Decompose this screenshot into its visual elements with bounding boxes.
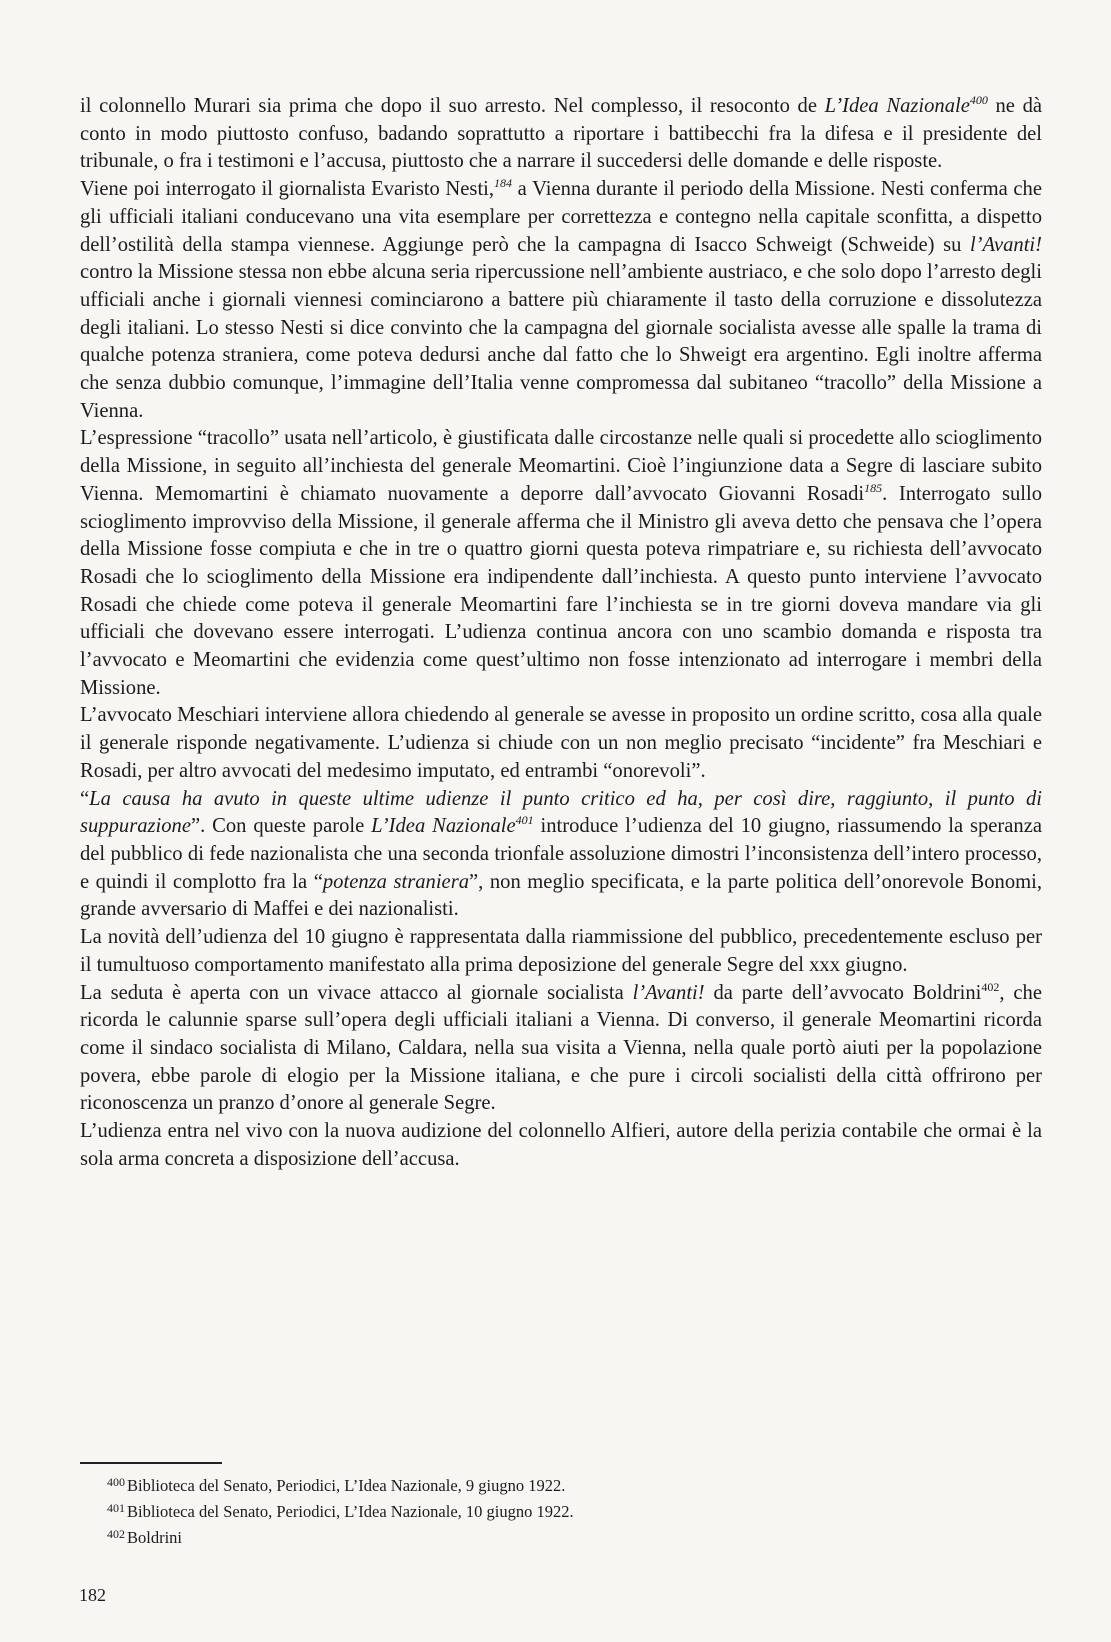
footnote-divider — [80, 1462, 222, 1464]
footnote-text: Biblioteca del Senato, Periodici, L’Idea Nazionale, 10 giugno 1922. — [127, 1502, 574, 1521]
footnote-reference: 184 — [494, 176, 513, 191]
paragraph — [80, 176, 1042, 425]
text-segment: . Interrogato sullo scioglimento improvviso della Missione, il generale afferma che il Ministro gli aveva detto che pensava che l’opera della Missione fosse compiuta e che in tre o quattro giorni questa poteva rimpatriare e, su richiesta dell’avvocato Rosadi che lo scioglimento della Missione era indipendente dall’inchiesta. A questo punto interviene l’avvocato Rosadi che chiede come poteva il generale Meomartini fare l’inchiesta se in tre giorni doveva mandare via gli ufficiali che dovevano essere interrogati. L’udienza continua ancora con uno scambio domanda e risposta tra l’avvocato e Meomartini che evidenzia come quest’ultimo non fosse intenzionato ad interrogare i membri della Missione. — [80, 482, 1043, 699]
footnotes — [107, 1471, 907, 1549]
text-segment: Viene poi interrogato il giornalista Evaristo Nesti, — [80, 178, 495, 201]
italic-text: potenza straniera — [322, 870, 470, 893]
text-segment: , che ricorda le calunnie sparse sull’opera degli ufficiali italiani a Vienna. Di converso, il generale Meomartini ricorda come il sindaco socialista di Milano, Caldara, nella sua visita a Vienna, nella quale portò aiuti per la popolazione povera, ebbe parole di elogio per la Missione italiana, e che pure i circoli socialisti della città offrirono per riconoscenza un pranzo d’onore al generale Segre. — [80, 981, 1042, 1115]
text-segment: La seduta è aperta con un vivace attacco al giornale socialista — [80, 981, 633, 1004]
paragraph — [80, 786, 1042, 925]
text-segment: da parte dell’avvocato Boldrini — [704, 981, 982, 1004]
footnote-number: 402 — [107, 1527, 125, 1541]
paragraph — [80, 1118, 1042, 1173]
text-segment: ”. Con queste parole — [190, 815, 372, 838]
footnote-reference: 185 — [864, 480, 883, 495]
italic-text: l’Avanti! — [969, 233, 1042, 256]
text-segment: a Vienna durante il periodo della Missione. Nesti conferma che gli ufficiali italiani conducevano una vita esemplare per correttezza e contegno nella capitale sconfitta, a dispetto dell’ostilità della stampa viennese. Aggiunge però che la campagna di Isacco Schweigt (Schweide) su — [80, 178, 1042, 256]
text-segment: introduce l’udienza del 10 giugno, riassumendo la speranza del pubblico di fede nazionalista che una seconda trionfale assoluzione dimostri l’inconsistenza dell’intero processo, e quindi il complotto fra la “ — [80, 815, 1042, 893]
body-text — [80, 93, 1042, 1173]
text-segment: ”, non meglio specificata, e la parte politica dell’onorevole Bonomi, grande avversario di Maffei e dei nazionalisti. — [80, 870, 1043, 921]
paragraph — [80, 924, 1042, 979]
footnote-reference: 401 — [515, 813, 534, 828]
italic-text: L’Idea Nazionale — [824, 95, 970, 117]
footnote — [107, 1523, 907, 1549]
italic-text: L’Idea Nazionale — [371, 815, 516, 838]
text-segment: contro la Missione stessa non ebbe alcuna seria ripercussione nell’ambiente austriaco, e che solo dopo l’arresto degli ufficiali anche i giornali viennesi cominciarono a battere più chiaramente il tasto della corruzione e dissolutezza degli italiani. Lo stesso Nesti si dice convinto che la campagna del giornale socialista avesse alle spalle la trama di qualche potenza straniera, come poteva dedursi anche dal fatto che lo Shweigt era argentino. Egli inoltre afferma che senza dubbio comunque, l’immagine dell’Italia venne compromessa dal subitaneo “tracollo” della Missione a Vienna. — [80, 261, 1042, 422]
text-segment: L’espressione “tracollo” usata nell’articolo, è giustificata dalle circostanze nelle quali si procedette allo scioglimento della Missione, in seguito all’inchiesta del generale Meomartini. Cioè l’ingiunzione data a Segre di lasciare subito Vienna. Memomartini è chiamato nuovamente a deporre dall’avvocato Giovanni Rosadi — [80, 427, 1042, 505]
footnote-text: Boldrini — [127, 1528, 183, 1547]
text-segment: “ — [80, 787, 90, 810]
text-segment: il colonnello Murari sia prima che dopo il suo arresto. Nel complesso, il resoconto de — [80, 95, 825, 117]
italic-text: l’Avanti! — [632, 981, 705, 1004]
text-segment: L’udienza entra nel vivo con la nuova audizione del colonnello Alfieri, autore della perizia contabile che ormai è la sola arma concreta a disposizione dell’accusa. — [80, 1120, 1042, 1170]
text-segment: L’avvocato Meschiari interviene allora chiedendo al generale se avesse in proposito un ordine scritto, cosa alla quale il generale risponde negativamente. L’udienza si chiude con un non meglio precisato “incidente” fra Meschiari e Rosadi, per altro avvocati del medesimo imputato, ed entrambi “onorevoli”. — [80, 704, 1042, 782]
paragraph — [80, 980, 1042, 1119]
footnote — [107, 1497, 907, 1523]
footnote-number: 401 — [107, 1501, 125, 1515]
paragraph — [80, 93, 1042, 176]
footnote — [107, 1471, 907, 1497]
footnote-text: Biblioteca del Senato, Periodici, L’Idea Nazionale, 9 giugno 1922. — [127, 1476, 566, 1495]
paragraph — [80, 425, 1042, 702]
page-number: 182 — [79, 1585, 106, 1605]
footnote-reference: 402 — [981, 979, 1000, 994]
text-segment: ne dà conto in modo piuttosto confuso, badando soprattutto a riportare i battibecchi fra la difesa e il presidente del tribunale, o fra i testimoni e l’accusa, piuttosto che a narrare il succedersi delle domande e delle risposte. — [80, 95, 1043, 173]
footnote-number: 400 — [107, 1475, 125, 1489]
paragraph — [80, 702, 1042, 785]
footnote-reference: 400 — [969, 93, 988, 107]
italic-text: La causa ha avuto in queste ultime udienze il punto critico ed ha, per così dire, raggiunto, il punto di suppurazione — [80, 787, 1042, 838]
text-segment: La novità dell’udienza del 10 giugno è rappresentata dalla riammissione del pubblico, precedentemente escluso per il tumultuoso comportamento manifestato alla prima deposizione del generale Segre del xxx giugno. — [80, 926, 1042, 976]
